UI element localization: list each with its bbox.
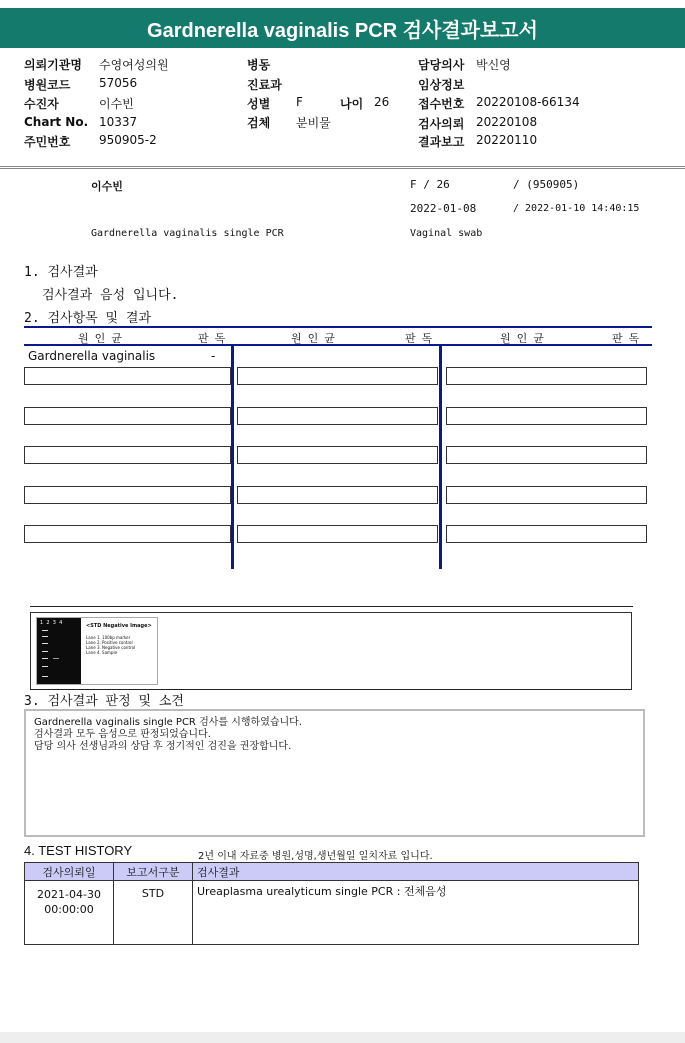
- gel-image: [36, 617, 158, 685]
- receipt-value: 20220108-66134: [476, 95, 580, 109]
- result-box: [24, 367, 231, 385]
- summary-specimen: Vaginal swab: [410, 228, 483, 239]
- doctor-label: 담당의사: [418, 58, 465, 72]
- specimen-label: 검체: [247, 116, 271, 130]
- section-1-title: 1. 검사결과: [24, 265, 98, 280]
- summary-test: Gardnerella vaginalis single PCR: [91, 228, 284, 239]
- result-box: [446, 407, 647, 425]
- request-value: 20220108: [476, 115, 538, 129]
- comment-box: [24, 709, 645, 837]
- summary-birth: / (950905): [513, 178, 580, 191]
- summary-reported: / 2022-01-10 14:40:15: [513, 203, 640, 214]
- institution-value: 수영여성의원: [99, 58, 169, 72]
- report-value: 20220110: [476, 133, 538, 147]
- col-result-1: 판독: [198, 332, 232, 345]
- history-result: Ureaplasma urealyticum single PCR : 전체음성: [193, 881, 639, 945]
- section-4-title: 4. TEST HISTORY: [24, 843, 133, 858]
- gel-lane-numbers: 1 2 3 4: [40, 620, 63, 626]
- col-result-3: 판독: [612, 332, 646, 345]
- hospital-code-value: 57056: [99, 76, 138, 90]
- age-label: 나이: [340, 97, 364, 111]
- gel-legend-2: Lane 2. Positive control: [86, 640, 133, 645]
- patient-info-header: [0, 50, 685, 167]
- result-box: [24, 486, 231, 504]
- summary-collected: 2022-01-08: [410, 202, 477, 215]
- request-label: 검사의뢰: [418, 117, 465, 131]
- result-box: [24, 407, 231, 425]
- table-row: [25, 881, 639, 945]
- col-result-2: 판독: [405, 332, 439, 345]
- age-value: 26: [374, 95, 390, 109]
- comment-line-3: 담당 의사 선생님과의 상담 후 정기적인 검진을 권장합니다.: [34, 741, 292, 752]
- col-organism-2: 원인균: [291, 332, 341, 345]
- history-header-date: 검사의뢰일: [25, 863, 114, 881]
- result-box: [446, 367, 647, 385]
- report-title: Gardnerella vaginalis PCR 검사결과보고서: [0, 8, 685, 48]
- sex-value: F: [296, 95, 303, 109]
- history-type: STD: [114, 881, 193, 945]
- ward-label: 병동: [247, 58, 271, 72]
- section-3-title: 3. 검사결과 판정 및 소견: [24, 694, 184, 709]
- clinical-info-label: 임상정보: [418, 78, 465, 92]
- history-time: 00:00:00: [44, 903, 94, 916]
- header-divider: [0, 168, 685, 169]
- specimen-value: 분비물: [296, 116, 331, 130]
- id-value: 950905-2: [99, 133, 157, 147]
- result-box: [24, 525, 231, 543]
- result-box: [446, 446, 647, 464]
- history-date: 2021-04-30: [37, 888, 101, 901]
- patient-value: 이수빈: [99, 97, 134, 111]
- results-column-divider-1: [231, 344, 234, 569]
- chart-label: Chart No.: [24, 115, 89, 129]
- chart-value: 10337: [99, 115, 138, 129]
- col-organism-1: 원인균: [78, 332, 128, 345]
- history-header-type: 보고서구분: [114, 863, 193, 881]
- sex-label: 성별: [247, 97, 271, 111]
- gel-legend-3: Lane 3. Negative control: [86, 645, 136, 650]
- result-summary-text: 검사결과 음성 입니다.: [42, 288, 179, 303]
- result-box: [24, 446, 231, 464]
- gel-image-title: <STD Negative Image>: [86, 623, 152, 629]
- result-value-1: -: [211, 349, 216, 363]
- gel-area-top-line: [30, 606, 633, 607]
- result-box: [446, 525, 647, 543]
- patient-label: 수진자: [24, 97, 59, 111]
- department-label: 진료과: [247, 78, 282, 92]
- history-header-result: 검사결과: [193, 863, 639, 881]
- comment-line-1: Gardnerella vaginalis single PCR 검사를 시행하였습니다.: [34, 717, 303, 728]
- doctor-value: 박신영: [476, 58, 511, 72]
- receipt-label: 접수번호: [418, 97, 465, 111]
- report-label: 결과보고: [418, 135, 465, 149]
- summary-sex-age: F / 26: [410, 178, 450, 191]
- results-table-top-line: [24, 326, 652, 328]
- col-organism-3: 원인균: [500, 332, 550, 345]
- history-table: [24, 862, 639, 945]
- result-organism-1: Gardnerella vaginalis: [28, 349, 156, 363]
- results-column-divider-2: [439, 344, 442, 569]
- gel-image-frame: [30, 612, 632, 689]
- summary-name: 이수빈: [91, 180, 123, 193]
- comment-line-2: 검사결과 모두 음성으로 판정되었습니다.: [34, 729, 211, 740]
- result-box: [237, 446, 438, 464]
- result-box: [237, 367, 438, 385]
- hospital-code-label: 병원코드: [24, 78, 71, 92]
- section-2-title: 2. 검사항목 및 결과: [24, 311, 152, 326]
- result-box: [237, 525, 438, 543]
- result-box: [237, 407, 438, 425]
- result-box: [237, 486, 438, 504]
- institution-label: 의뢰기관명: [24, 58, 82, 72]
- gel-legend-4: Lane 4. Sample: [86, 650, 118, 655]
- page-bottom-strip: [0, 1032, 685, 1043]
- id-label: 주민번호: [24, 135, 71, 149]
- history-note: 2년 이내 자료중 병원,성명,생년월일 일치자료 입니다.: [198, 851, 433, 862]
- result-box: [446, 486, 647, 504]
- gel-lanes: [37, 618, 81, 684]
- gel-legend-1: Lane 1. 100bp marker: [86, 635, 131, 640]
- history-date-cell: [25, 881, 114, 945]
